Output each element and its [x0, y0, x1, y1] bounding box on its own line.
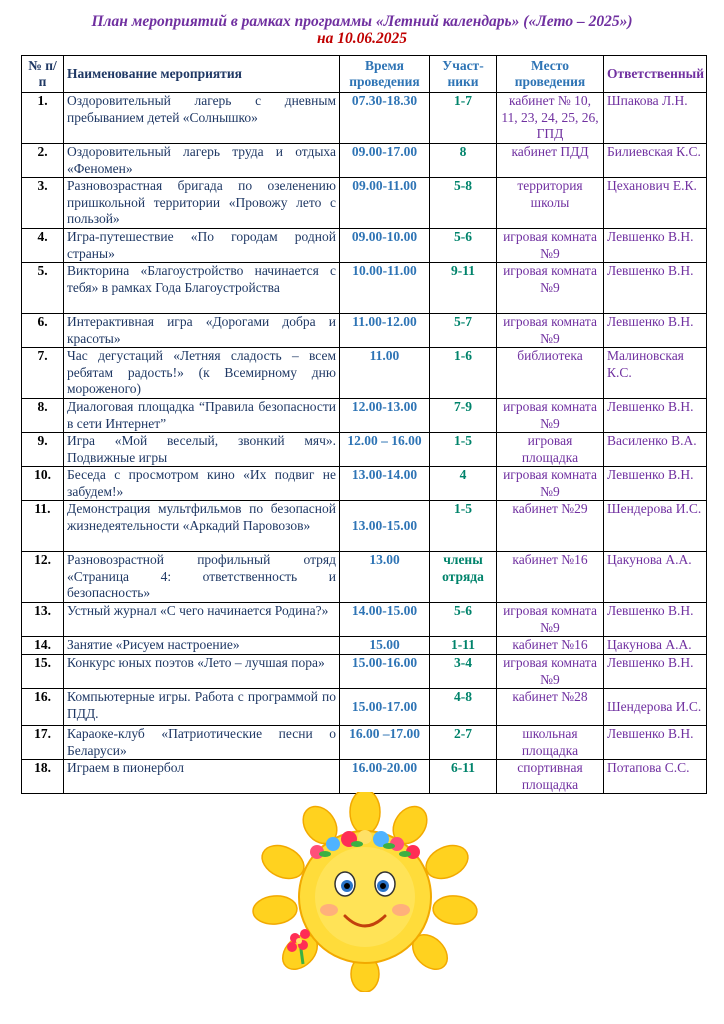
row-time: 16.00 –17.00	[340, 726, 430, 760]
row-name: Беседа с просмотром кино «Их подвиг не забудем!»	[64, 467, 340, 501]
row-participants: 5-7	[430, 314, 497, 348]
row-responsible: Малиновская К.С.	[604, 348, 707, 399]
row-name: Оздоровительный лагерь с дневным пребыванием детей «Солнышко»	[64, 93, 340, 144]
row-name: Устный журнал «С чего начинается Родина?»	[64, 603, 340, 637]
row-responsible: Левшенко В.Н.	[604, 655, 707, 689]
table-row	[22, 144, 707, 178]
row-responsible: Шпакова Л.Н.	[604, 93, 707, 144]
row-responsible: Шендерова И.С.	[604, 501, 707, 552]
row-time: 12.00 – 16.00	[340, 433, 430, 467]
row-participants: 2-7	[430, 726, 497, 760]
row-responsible: Левшенко В.Н.	[604, 263, 707, 314]
row-place: кабинет № 10, 11, 23, 24, 25, 26, ГПД	[497, 93, 604, 144]
row-participants: 3-4	[430, 655, 497, 689]
row-name: Демонстрация мультфильмов по безопасной жизнедеятельности «Аркадий Паровозов»	[64, 501, 340, 552]
table-row	[22, 263, 707, 314]
row-num: 16.	[22, 689, 64, 726]
table-row	[22, 726, 707, 760]
row-participants: 1-11	[430, 637, 497, 655]
header-num: № п/п	[22, 56, 64, 93]
row-time: 14.00-15.00	[340, 603, 430, 637]
row-place: библиотека	[497, 348, 604, 399]
table-row	[22, 552, 707, 603]
row-responsible: Левшенко В.Н.	[604, 467, 707, 501]
row-responsible: Шендерова И.С.	[604, 689, 707, 726]
row-place: кабинет №29	[497, 501, 604, 552]
title-line1: План мероприятий в рамках программы «Летний календарь» («Лето – 2025»)	[91, 13, 633, 30]
row-name: Викторина «Благоустройство начинается с тебя» в рамках Года Благоустройства	[64, 263, 340, 314]
row-name: Разновозрастной профильный отряд «Страница 4: ответственность и безопасность»	[64, 552, 340, 603]
row-participants: 9-11	[430, 263, 497, 314]
row-place: школьная площадка	[497, 726, 604, 760]
row-name: Караоке-клуб «Патриотические песни о Беларуси»	[64, 726, 340, 760]
events-table	[21, 55, 707, 794]
row-name: Игра-путешествие «По городам родной страны»	[64, 229, 340, 263]
row-place: игровая площадка	[497, 433, 604, 467]
row-time: 09.00-10.00	[340, 229, 430, 263]
title-date: на 10.06.2025	[317, 30, 407, 47]
row-num: 3.	[22, 178, 64, 229]
row-num: 17.	[22, 726, 64, 760]
row-time: 16.00-20.00	[340, 760, 430, 794]
row-responsible: Василенко В.А.	[604, 433, 707, 467]
row-num: 2.	[22, 144, 64, 178]
row-name: Компьютерные игры. Работа с программой по ПДД.	[64, 689, 340, 726]
row-place: кабинет №28	[497, 689, 604, 726]
row-place: спортивная площадка	[497, 760, 604, 794]
row-name: Занятие «Рисуем настроение»	[64, 637, 340, 655]
row-responsible: Левшенко В.Н.	[604, 603, 707, 637]
row-participants: 4	[430, 467, 497, 501]
table-row	[22, 689, 707, 726]
row-num: 11.	[22, 501, 64, 552]
row-responsible: Левшенко В.Н.	[604, 726, 707, 760]
row-name: Интерактивная игра «Дорогами добра и красоты»	[64, 314, 340, 348]
row-place: кабинет ПДД	[497, 144, 604, 178]
table-row	[22, 637, 707, 655]
row-responsible: Цакунова А.А.	[604, 637, 707, 655]
row-participants: 7-9	[430, 399, 497, 433]
row-participants: 4-8	[430, 689, 497, 726]
page-title	[0, 13, 724, 47]
table-row	[22, 760, 707, 794]
row-place: игровая комната №9	[497, 655, 604, 689]
row-participants: 8	[430, 144, 497, 178]
row-place: игровая комната №9	[497, 467, 604, 501]
row-participants: 5-6	[430, 229, 497, 263]
table-row	[22, 603, 707, 637]
row-name: Играем в пионербол	[64, 760, 340, 794]
row-num: 18.	[22, 760, 64, 794]
row-participants: 5-8	[430, 178, 497, 229]
row-name: Конкурс юных поэтов «Лето – лучшая пора»	[64, 655, 340, 689]
table-row	[22, 93, 707, 144]
row-place: игровая комната №9	[497, 314, 604, 348]
row-time: 11.00-12.00	[340, 314, 430, 348]
row-num: 15.	[22, 655, 64, 689]
row-responsible: Цакунова А.А.	[604, 552, 707, 603]
row-place: кабинет №16	[497, 552, 604, 603]
header-responsible: Ответственный	[604, 56, 707, 93]
table-row	[22, 467, 707, 501]
row-num: 13.	[22, 603, 64, 637]
row-participants: 1-7	[430, 93, 497, 144]
row-time: 13.00	[340, 552, 430, 603]
table-row	[22, 399, 707, 433]
row-place: кабинет №16	[497, 637, 604, 655]
row-name: Оздоровительный лагерь труда и отдыха «Феномен»	[64, 144, 340, 178]
row-num: 10.	[22, 467, 64, 501]
row-time: 15.00	[340, 637, 430, 655]
row-responsible: Левшенко В.Н.	[604, 399, 707, 433]
header-name: Наименование мероприятия	[64, 56, 340, 93]
row-time: 12.00-13.00	[340, 399, 430, 433]
row-responsible: Цеханович Е.К.	[604, 178, 707, 229]
row-num: 7.	[22, 348, 64, 399]
row-participants: 1-6	[430, 348, 497, 399]
row-participants: 1-5	[430, 433, 497, 467]
row-time: 07.30-18.30	[340, 93, 430, 144]
row-name: Диалоговая площадка “Правила безопасности в сети Интернет”	[64, 399, 340, 433]
row-name: Игра «Мой веселый, звонкий мяч». Подвижные игры	[64, 433, 340, 467]
row-time: 13.00-15.00	[340, 501, 430, 552]
row-responsible: Левшенко В.Н.	[604, 229, 707, 263]
table-row	[22, 655, 707, 689]
row-num: 5.	[22, 263, 64, 314]
header-participants: Участ-ники	[430, 56, 497, 93]
row-num: 1.	[22, 93, 64, 144]
row-place: игровая комната №9	[497, 229, 604, 263]
row-place: игровая комната №9	[497, 263, 604, 314]
row-time: 09.00-11.00	[340, 178, 430, 229]
row-num: 12.	[22, 552, 64, 603]
row-participants: члены отряда	[430, 552, 497, 603]
row-num: 6.	[22, 314, 64, 348]
row-time: 15.00-16.00	[340, 655, 430, 689]
row-participants: 1-5	[430, 501, 497, 552]
smiling-sun-icon	[245, 792, 485, 992]
row-num: 9.	[22, 433, 64, 467]
table-row	[22, 501, 707, 552]
row-num: 14.	[22, 637, 64, 655]
row-responsible: Левшенко В.Н.	[604, 314, 707, 348]
table-row	[22, 348, 707, 399]
header-place: Место проведения	[497, 56, 604, 93]
table-row	[22, 229, 707, 263]
row-time: 10.00-11.00	[340, 263, 430, 314]
row-time: 15.00-17.00	[340, 689, 430, 726]
table-row	[22, 178, 707, 229]
row-num: 8.	[22, 399, 64, 433]
row-participants: 5-6	[430, 603, 497, 637]
row-place: территория школы	[497, 178, 604, 229]
row-place: игровая комната №9	[497, 399, 604, 433]
row-time: 11.00	[340, 348, 430, 399]
row-responsible: Потапова С.С.	[604, 760, 707, 794]
row-responsible: Билиевская К.С.	[604, 144, 707, 178]
header-time: Время проведения	[340, 56, 430, 93]
row-time: 13.00-14.00	[340, 467, 430, 501]
table-row	[22, 314, 707, 348]
row-participants: 6-11	[430, 760, 497, 794]
table-header-row	[22, 56, 707, 93]
row-num: 4.	[22, 229, 64, 263]
row-name: Час дегустаций «Летняя сладость – всем ребятам радость!» (к Всемирному дню мороженого)	[64, 348, 340, 399]
table-row	[22, 433, 707, 467]
row-time: 09.00-17.00	[340, 144, 430, 178]
row-name: Разновозрастная бригада по озеленению пришкольной территории «Провожу лето с пользой»	[64, 178, 340, 229]
row-place: игровая комната №9	[497, 603, 604, 637]
